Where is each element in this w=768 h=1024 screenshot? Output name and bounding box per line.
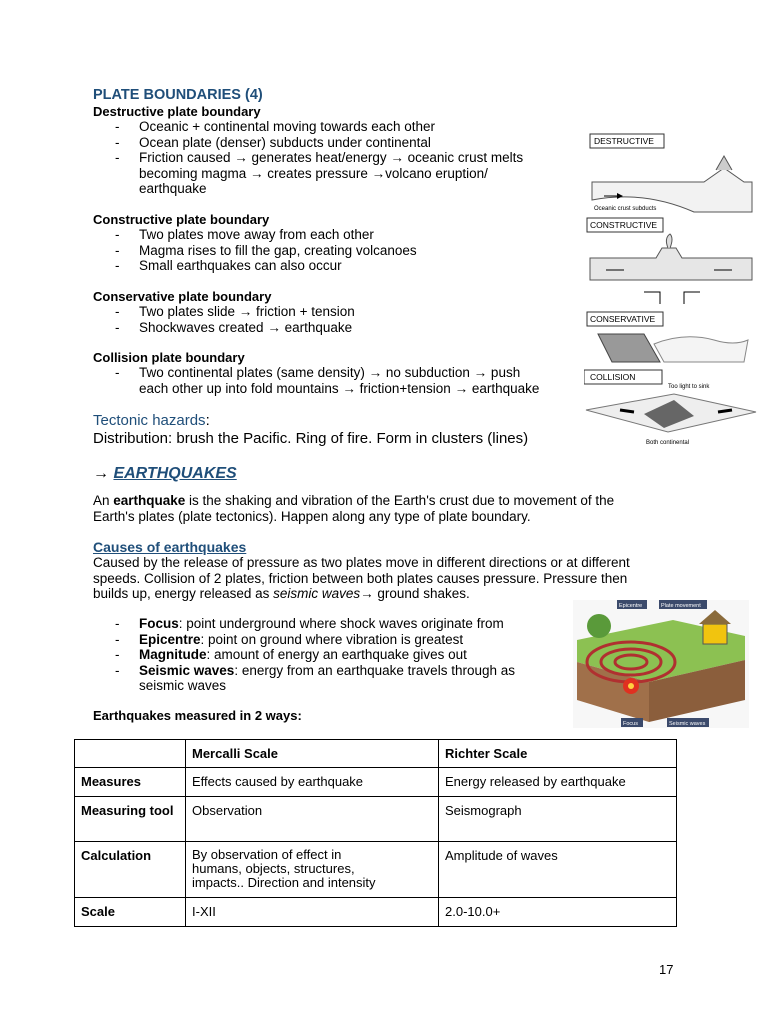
table-row [75,797,677,842]
list-item: - Seismic waves: energy from an earthquake travels through as [93,663,515,679]
list-item-cont: becoming magma → creates pressure →volcano eruption/ [139,166,488,181]
destructive-list [93,119,523,166]
table-cell [75,740,186,768]
focus-core-icon [628,683,634,689]
focus-label: Focus [623,721,638,727]
earthquake-intro-line2: Earth's plates (plate tectonics). Happen along any type of plate boundary. [93,509,531,524]
table-cell: Energy released by earthquake [439,768,677,797]
oceanic-label: Oceanic crust subducts [594,206,657,212]
table-cell: Seismograph [439,797,677,842]
list-item: - Shockwaves created → earthquake [93,320,355,336]
causes-line3: builds up, energy released as seismic waves→ ground shakes. [93,586,470,601]
destructive-heading: Destructive plate boundary [93,104,261,119]
collision-list [93,365,520,381]
conservative-list [93,304,355,335]
table-cell: 2.0-10.0+ [439,898,677,927]
too-light-label: Too light to sink [668,384,710,390]
collision-heading: Collision plate boundary [93,350,245,365]
house-icon [703,624,727,644]
collision-label: COLLISION [590,372,636,382]
conservative-terrain [654,337,748,362]
table-cell: Amplitude of waves [439,842,677,898]
table-cell: I-XII [186,898,439,927]
table-row [75,898,677,927]
list-item: - Focus: point underground where shock waves originate from [93,616,515,632]
list-item-cont: earthquake [139,181,207,196]
causes-heading: Causes of earthquakes [93,539,247,555]
table-header: Mercalli Scale [186,740,439,768]
arrows-icon [644,292,700,304]
page-number: 17 [659,962,674,977]
table-header: Richter Scale [439,740,677,768]
volcano-icon [716,156,732,170]
list-item: - Epicentre: point on ground where vibration is greatest [93,632,515,648]
causes-line2: speeds. Collision of 2 plates, friction between both plates causes pressure. Pressure then [93,571,628,586]
epicentre-label: Epicentre [619,603,643,609]
seismic-label: Seismic waves [669,721,706,727]
tree-icon [587,614,611,638]
causes-line1: Caused by the release of pressure as two plates move in different directions or at different [93,555,630,570]
terms-list [93,616,515,678]
list-item-cont: seismic waves [139,678,227,693]
table-row [75,740,677,768]
row-label: Calculation [75,842,186,898]
list-item: - Ocean plate (denser) subducts under continental [93,135,523,151]
table-row [75,842,677,898]
list-item: - Oceanic + continental moving towards each other [93,119,523,135]
list-item: - Two continental plates (same density) → no subduction → push [93,365,520,381]
list-item: - Friction caused → generates heat/energy → oceanic crust melts [93,150,523,166]
plume-icon [666,234,672,248]
list-item-cont: each other up into fold mountains → friction+tension → earthquake [139,381,540,396]
earthquake-diagram [573,600,749,728]
constructive-heading: Constructive plate boundary [93,212,270,227]
table-row [75,768,677,797]
table-cell: Observation [186,797,439,842]
row-label: Scale [75,898,186,927]
plate-movement-label: Plate movement [661,603,701,609]
both-continental-label: Both continental [646,440,690,446]
constructive-label: CONSTRUCTIVE [590,220,658,230]
list-item: - Two plates move away from each other [93,227,417,243]
hazards-heading: Tectonic hazards: [93,412,210,429]
earthquakes-heading: → EARTHQUAKES [93,465,237,482]
conservative-label: CONSERVATIVE [590,314,656,324]
measured-heading: Earthquakes measured in 2 ways: [93,708,302,723]
row-label: Measures [75,768,186,797]
list-item: - Two plates slide → friction + tension [93,304,355,320]
constructive-list [93,227,417,274]
row-label: Measuring tool [75,797,186,842]
list-item: - Magnitude: amount of energy an earthquake gives out [93,647,515,663]
list-item: - Magma rises to fill the gap, creating volcanoes [93,243,417,259]
conservative-heading: Conservative plate boundary [93,289,272,304]
page-title: PLATE BOUNDARIES (4) [93,87,263,103]
constructive-diagram [590,248,752,280]
scale-table [74,739,677,927]
destructive-label: DESTRUCTIVE [594,136,654,146]
list-item: - Small earthquakes can also occur [93,258,417,274]
hazards-text: Distribution: brush the Pacific. Ring of fire. Form in clusters (lines) [93,430,529,447]
table-cell: By observation of effect in humans, objects, structures, impacts.. Direction and intensity [186,842,439,898]
table-cell: Effects caused by earthquake [186,768,439,797]
conservative-diagram [598,334,660,362]
plate-boundary-diagrams [584,130,760,450]
earthquake-intro-line1: An earthquake is the shaking and vibration of the Earth's crust due to movement of the [93,493,615,508]
